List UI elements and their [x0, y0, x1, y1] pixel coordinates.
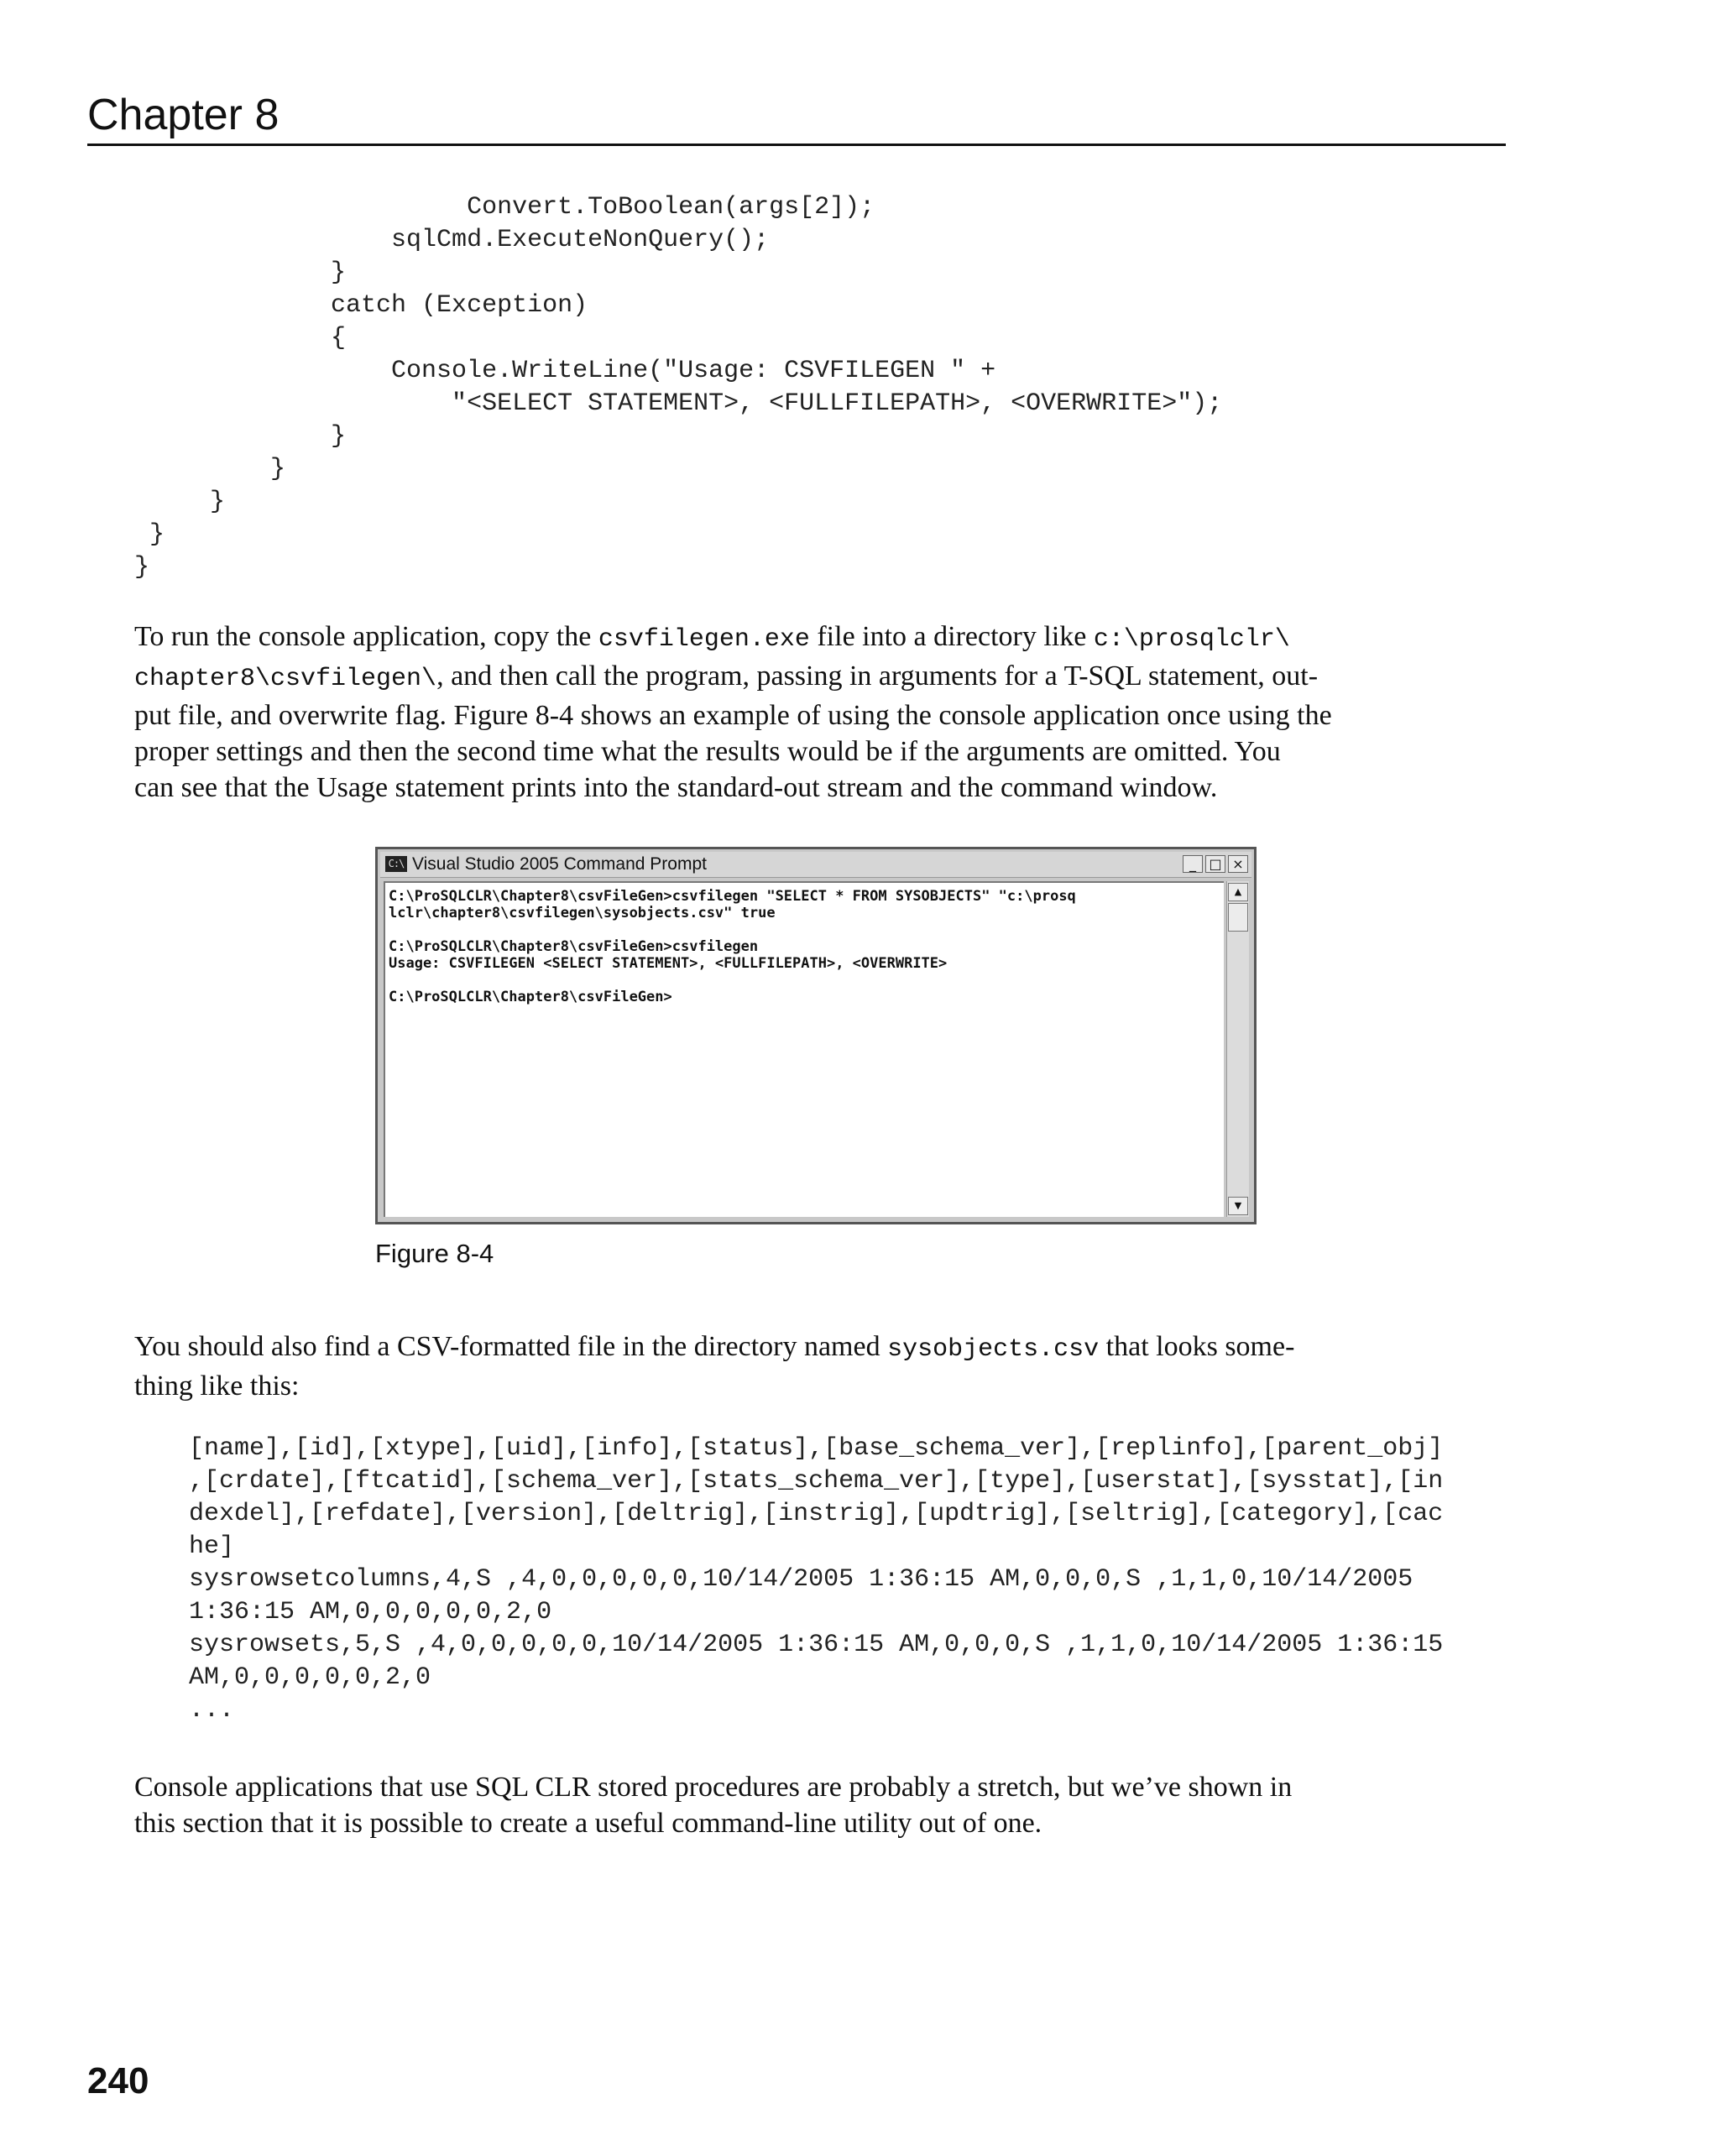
vertical-scrollbar[interactable]	[1226, 881, 1249, 1217]
window-titlebar[interactable]	[380, 852, 1251, 878]
inline-code-path: chapter8\csvfilegen\	[134, 665, 437, 693]
code-listing-top	[134, 191, 1222, 584]
code-line: ...	[189, 1696, 235, 1725]
console-output	[389, 888, 1076, 1005]
paragraph-csv-file	[134, 1329, 1511, 1404]
paragraph-text: , and then call the program, passing in arguments for a T-SQL statement, out-	[436, 660, 1319, 692]
code-line: dexdel],[refdate],[version],[deltrig],[instrig],[updtrig],[seltrig],[category],[cac	[189, 1500, 1444, 1528]
figure-caption: Figure 8-4	[375, 1239, 494, 1268]
console-line: C:\ProSQLCLR\Chapter8\csvFileGen>csvfilegen "SELECT * FROM SYSOBJECTS" "c:\prosq	[389, 888, 1076, 905]
console-output-area[interactable]	[384, 881, 1224, 1217]
paragraph-conclusion	[134, 1769, 1511, 1841]
chapter-header	[87, 86, 1506, 146]
code-line: ,[crdate],[ftcatid],[schema_ver],[stats_schema_ver],[type],[userstat],[sysstat],[in	[189, 1467, 1444, 1496]
code-line: }	[134, 455, 286, 483]
paragraph-text: put file, and overwrite flag. Figure 8-4 shows an example of using the console application once using the	[134, 700, 1332, 731]
code-line: }	[134, 553, 150, 582]
code-line: sqlCmd.ExecuteNonQuery();	[134, 226, 770, 254]
paragraph-text: proper settings and then the second time what the results would be if the arguments are omitted. You	[134, 736, 1281, 767]
command-prompt-icon: C:\	[385, 856, 407, 872]
code-line: }	[134, 258, 347, 287]
paragraph-text: file into a directory like	[809, 621, 1094, 652]
page-number: 240	[87, 2060, 149, 2101]
code-line: Convert.ToBoolean(args[2]);	[134, 193, 875, 222]
scroll-thumb[interactable]	[1228, 903, 1248, 932]
chapter-title: Chapter 8	[87, 91, 280, 139]
code-listing-csv	[189, 1433, 1443, 1727]
scroll-down-arrow-icon[interactable]: ▼	[1228, 1197, 1248, 1215]
console-line: C:\ProSQLCLR\Chapter8\csvFileGen>csvfilegen	[389, 938, 759, 955]
maximize-button[interactable]: □	[1205, 855, 1225, 873]
code-line: [name],[id],[xtype],[uid],[info],[status],[base_schema_ver],[replinfo],[parent_obj]	[189, 1434, 1444, 1463]
close-button[interactable]: ×	[1228, 855, 1248, 873]
scroll-up-arrow-icon[interactable]: ▲	[1228, 883, 1248, 901]
code-line: catch (Exception)	[134, 291, 588, 320]
paragraph-text: can see that the Usage statement prints into the standard-out stream and the command window.	[134, 772, 1218, 803]
paragraph-run-console-app	[134, 619, 1511, 806]
command-prompt-window	[375, 847, 1257, 1224]
console-line: lclr\chapter8\csvfilegen\sysobjects.csv" true	[389, 905, 776, 921]
paragraph-text: thing like this:	[134, 1370, 300, 1402]
paragraph-text: that looks some-	[1099, 1331, 1295, 1362]
code-line: sysrowsets,5,S ,4,0,0,0,0,0,10/14/2005 1:36:15 AM,0,0,0,S ,1,1,0,10/14/2005 1:36:15	[189, 1631, 1444, 1659]
code-line: "<SELECT STATEMENT>, <FULLFILEPATH>, <OVERWRITE>");	[134, 389, 1223, 418]
inline-code-filename: csvfilegen.exe	[598, 625, 810, 654]
code-line: sysrowsetcolumns,4,S ,4,0,0,0,0,0,10/14/2005 1:36:15 AM,0,0,0,S ,1,1,0,10/14/2005	[189, 1565, 1413, 1594]
code-line: }	[134, 488, 226, 516]
code-line: 1:36:15 AM,0,0,0,0,0,2,0	[189, 1598, 552, 1626]
console-line: Usage: CSVFILEGEN <SELECT STATEMENT>, <FULLFILEPATH>, <OVERWRITE>	[389, 955, 948, 972]
code-line: }	[134, 520, 165, 549]
console-line: C:\ProSQLCLR\Chapter8\csvFileGen>	[389, 989, 672, 1005]
paragraph-text: To run the console application, copy the	[134, 621, 598, 652]
paragraph-text: You should also find a CSV-formatted file in the directory named	[134, 1331, 888, 1362]
code-line: {	[134, 324, 347, 352]
window-title: Visual Studio 2005 Command Prompt	[412, 854, 707, 874]
inline-code-filename: sysobjects.csv	[887, 1335, 1100, 1364]
code-line: he]	[189, 1532, 235, 1561]
code-line: }	[134, 422, 347, 451]
paragraph-text: Console applications that use SQL CLR stored procedures are probably a stretch, but we’ve shown in	[134, 1772, 1293, 1803]
code-line: Console.WriteLine("Usage: CSVFILEGEN " +	[134, 357, 996, 385]
minimize-button[interactable]: _	[1183, 855, 1203, 873]
inline-code-path: c:\prosqlclr\	[1093, 625, 1290, 654]
paragraph-text: this section that it is possible to create a useful command-line utility out of one.	[134, 1808, 1042, 1839]
code-line: AM,0,0,0,0,0,2,0	[189, 1663, 431, 1692]
